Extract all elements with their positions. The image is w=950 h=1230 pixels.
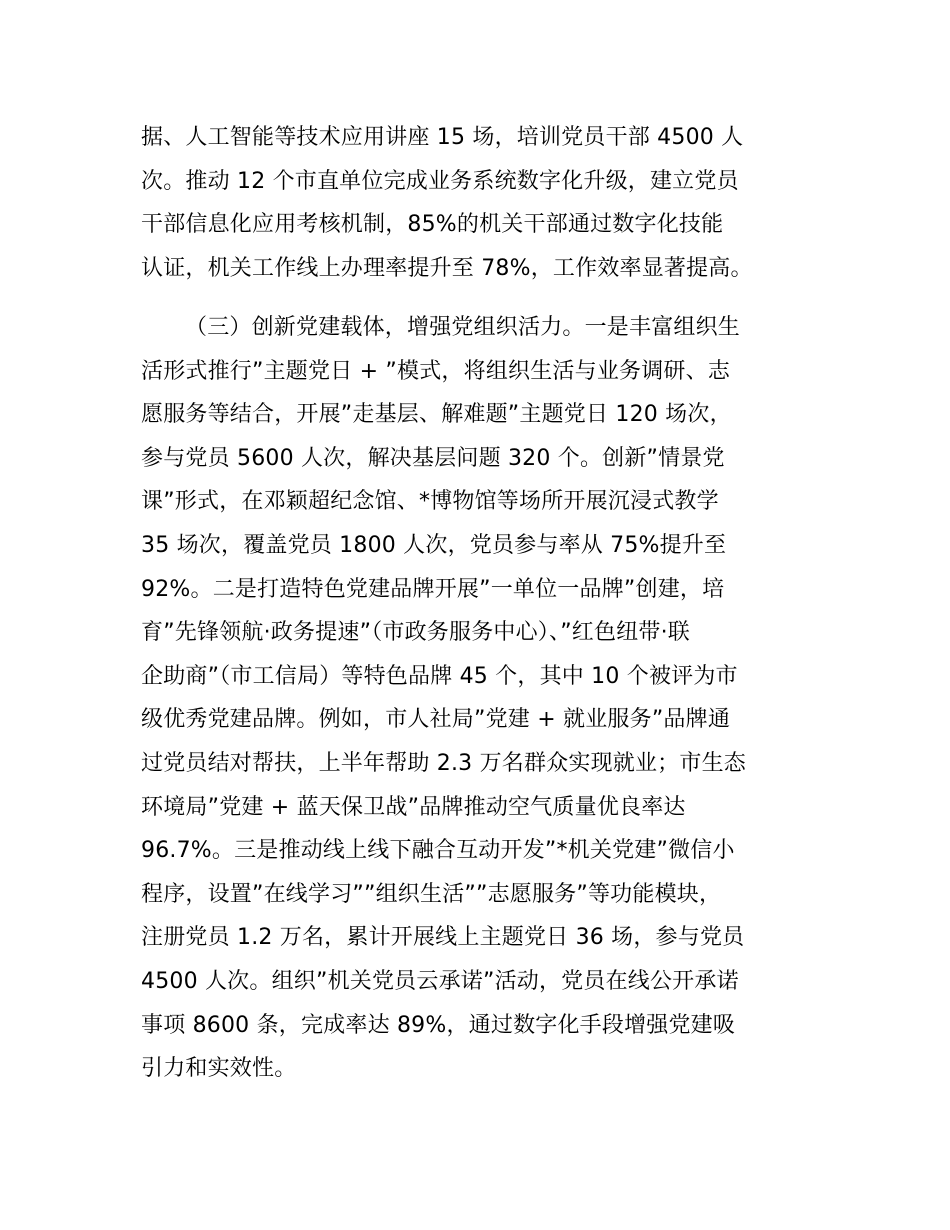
paragraph-continuation	[141, 116, 813, 290]
text-line: 认证，机关工作线上办理率提升至 78%，工作效率显著提高。	[141, 255, 753, 281]
text-line: 4500 人次。组织”机关党员云承诺”活动，党员在线公开承诺	[141, 968, 739, 994]
text-line: 课”形式，在邓颖超纪念馆、*博物馆等场所开展沉浸式教学	[141, 489, 719, 515]
text-line: 企助商”（市工信局）等特色品牌 45 个，其中 10 个被评为市	[141, 663, 738, 689]
text-line: 参与党员 5600 人次，解决基层问题 320 个。创新”情景党	[141, 445, 725, 471]
text-line: 育”先锋领航·政务提速”（市政务服务中心）、”红色纽带·联	[141, 620, 690, 646]
text-line-first-indented: （三）创新党建载体，增强党组织活力。一是丰富组织生	[185, 315, 741, 340]
text-line: 92%。二是打造特色党建品牌开展”一单位一品牌”创建，培	[141, 576, 725, 602]
text-line: 程序，设置”在线学习””组织生活””志愿服务”等功能模块，	[141, 881, 722, 907]
text-line: 活形式推行”主题党日 + ”模式，将组织生活与业务调研、志	[141, 358, 731, 384]
text-line: 次。推动 12 个市直单位完成业务系统数字化升级，建立党员	[141, 168, 739, 194]
text-line: 事项 8600 条，完成率达 89%，通过数字化手段增强党建吸	[141, 1012, 736, 1038]
text-line: 环境局”党建 + 蓝天保卫战”品牌推动空气质量优良率达	[141, 794, 686, 820]
text-line: 级优秀党建品牌。例如，市人社局”党建 + 就业服务”品牌通	[141, 707, 731, 733]
text-line: 据、人工智能等技术应用讲座 15 场，培训党员干部 4500 人	[141, 125, 744, 150]
text-line: 35 场次，覆盖党员 1800 人次，党员参与率从 75%提升至	[141, 532, 727, 558]
paragraph-section-three	[141, 306, 813, 1091]
text-line: 愿服务等结合，开展”走基层、解难题”主题党日 120 场次，	[141, 402, 732, 428]
text-line: 注册党员 1.2 万名，累计开展线上主题党日 36 场，参与党员	[141, 925, 745, 951]
text-line: 引力和实效性。	[141, 1056, 297, 1082]
text-line: 96.7%。三是推动线上线下融合互动开发”*机关党建”微信小	[141, 838, 735, 864]
text-line: 干部信息化应用考核机制，85%的机关干部通过数字化技能	[141, 212, 724, 238]
text-line: 过党员结对帮扶，上半年帮助 2.3 万名群众实现就业；市生态	[141, 750, 746, 776]
